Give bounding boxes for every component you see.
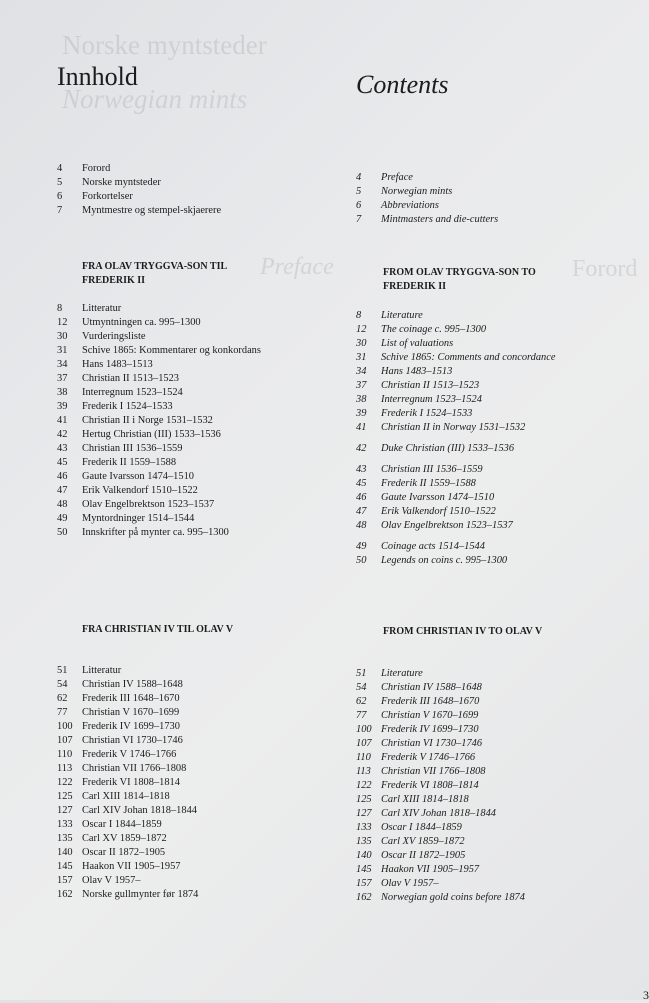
- entry-title: Interregnum 1523–1524: [82, 387, 183, 398]
- page-ref: 100: [57, 721, 73, 732]
- page-ref: 47: [57, 485, 68, 496]
- page-ref: 125: [57, 791, 73, 802]
- toc-entry: [356, 765, 571, 779]
- entry-title: Interregnum 1523–1524: [381, 394, 482, 405]
- toc-entry: [356, 695, 571, 709]
- entry-title: Frederik V 1746–1766: [381, 752, 476, 763]
- toc-entry: [57, 706, 272, 720]
- entry-title: Oscar I 1844–1859: [82, 819, 162, 830]
- page-ref: 135: [57, 833, 73, 844]
- entry-title: Christian VII 1766–1808: [381, 766, 486, 777]
- toc-entry: [57, 316, 272, 330]
- toc-entry: [356, 667, 571, 681]
- page-ref: 48: [356, 520, 367, 531]
- entry-title: Christian VII 1766–1808: [82, 763, 187, 774]
- entry-title: List of valuations: [381, 338, 454, 349]
- toc-entry: [57, 302, 272, 316]
- page-ref: 41: [57, 415, 68, 426]
- page-ref: 100: [356, 724, 372, 735]
- toc-section1-entries-en: [356, 309, 571, 568]
- entry-title: Christian IV 1588–1648: [82, 679, 183, 690]
- toc-entry: [57, 720, 272, 734]
- entry-title: Litteratur: [82, 665, 122, 676]
- page-ref: 6: [356, 200, 362, 211]
- entry-title: Schive 1865: Comments and concordance: [381, 352, 556, 363]
- page-ref: 51: [57, 665, 68, 676]
- page-ref: 41: [356, 422, 367, 433]
- entry-title: Christian II 1513–1523: [82, 373, 179, 384]
- entry-title: Schive 1865: Kommentarer og konkordans: [82, 345, 261, 356]
- toc-entry: [57, 748, 272, 762]
- page-ref: 140: [356, 850, 372, 861]
- toc-section1-entries-no: [57, 302, 272, 540]
- toc-entry: [57, 414, 272, 428]
- toc-entry: [356, 171, 571, 185]
- entry-title: Christian III 1536–1559: [82, 443, 183, 454]
- toc-entry: [57, 176, 272, 190]
- page-ref: 6: [57, 191, 63, 202]
- page-ref: 133: [356, 822, 372, 833]
- entry-title: Utmyntningen ca. 995–1300: [82, 317, 201, 328]
- entry-title: Carl XV 1859–1872: [381, 836, 465, 847]
- toc-entry: [57, 330, 272, 344]
- toc-entry: [356, 877, 571, 891]
- page-ref: 39: [57, 401, 68, 412]
- page-ref: 50: [57, 527, 68, 538]
- toc-entry: [57, 664, 272, 678]
- toc-intro-en: [356, 171, 571, 227]
- page-ref: 157: [356, 878, 372, 889]
- entry-title: Innskrifter på mynter ca. 995–1300: [82, 527, 229, 538]
- toc-entry: [356, 421, 571, 435]
- page-ref: 38: [356, 394, 367, 405]
- toc-entry: [356, 463, 571, 477]
- page-ref: 43: [57, 443, 68, 454]
- entry-title: Carl XIV Johan 1818–1844: [381, 808, 496, 819]
- toc-entry: [57, 400, 272, 414]
- toc-section2-entries-no: [57, 664, 272, 902]
- toc-entry: [356, 477, 571, 491]
- page-ref: 54: [356, 682, 367, 693]
- page-ref: 39: [356, 408, 367, 419]
- page-ref: 125: [356, 794, 372, 805]
- entry-title: Christian III 1536–1559: [381, 464, 483, 475]
- page-ref: 77: [57, 707, 68, 718]
- toc-entry: [57, 692, 272, 706]
- entry-title: Carl XIV Johan 1818–1844: [82, 805, 197, 816]
- toc-entry: [57, 484, 272, 498]
- title-innhold: Innhold: [57, 62, 138, 91]
- page-ref: 127: [356, 808, 372, 819]
- entry-title: Literature: [381, 668, 423, 679]
- toc-entry: [356, 199, 571, 213]
- toc-entry: [57, 204, 272, 218]
- toc-entry: [356, 681, 571, 695]
- section-heading: FROM OLAV TRYGGVA-SON TO FREDERIK II: [383, 267, 536, 292]
- toc-entry: [356, 213, 571, 227]
- entry-title: Frederik IV 1699–1730: [381, 724, 479, 735]
- toc-section2-en: [356, 625, 571, 639]
- page-ref: 42: [356, 443, 367, 454]
- entry-title: Erik Valkendorf 1510–1522: [381, 506, 496, 517]
- entry-title: Vurderingsliste: [82, 331, 146, 342]
- section-heading: FRA OLAV TRYGGVA-SON TIL FREDERIK II: [82, 261, 227, 286]
- toc-entry: [356, 323, 571, 337]
- entry-title: Olav V 1957–: [82, 875, 141, 886]
- toc-entry: [356, 519, 571, 533]
- toc-section2-no: [57, 623, 272, 637]
- section-heading: FRA CHRISTIAN IV TIL OLAV V: [82, 624, 234, 635]
- page-ref: 113: [356, 766, 371, 777]
- page-ref: 77: [356, 710, 367, 721]
- entry-title: Frederik II 1559–1588: [381, 478, 476, 489]
- page-ref: 157: [57, 875, 73, 886]
- toc-entry: [57, 442, 272, 456]
- toc-entry: [57, 358, 272, 372]
- toc-entry: [57, 846, 272, 860]
- toc-entry: [356, 779, 571, 793]
- toc-entry: [57, 456, 272, 470]
- toc-entry: [356, 891, 571, 905]
- entry-title: Frederik V 1746–1766: [82, 749, 177, 760]
- entry-title: Olav V 1957–: [381, 878, 439, 889]
- page-ref: 107: [356, 738, 372, 749]
- toc-entry: [57, 832, 272, 846]
- entry-title: Oscar II 1872–1905: [82, 847, 166, 858]
- toc-entry: [356, 351, 571, 365]
- entry-title: Carl XV 1859–1872: [82, 833, 167, 844]
- entry-title: Christian VI 1730–1746: [82, 735, 183, 746]
- page-ref: 45: [356, 478, 367, 489]
- toc-entry: [57, 470, 272, 484]
- toc-entry: [356, 737, 571, 751]
- entry-title: Carl XIII 1814–1818: [82, 791, 170, 802]
- toc-entry: [57, 512, 272, 526]
- toc-section1-en: [356, 266, 571, 294]
- show-through-text: Norske myntsteder: [62, 30, 267, 60]
- toc-entry: [356, 835, 571, 849]
- page-ref: 31: [57, 345, 68, 356]
- page-ref: 48: [57, 499, 68, 510]
- entry-title: Norwegian mints: [381, 186, 453, 197]
- page-ref: 51: [356, 668, 367, 679]
- toc-entry: [57, 190, 272, 204]
- page-ref: 110: [57, 749, 73, 760]
- page-ref: 37: [57, 373, 68, 384]
- toc-entry: [57, 386, 272, 400]
- entry-title: Christian II in Norway 1531–1532: [381, 422, 526, 433]
- toc-entry: [57, 818, 272, 832]
- entry-title: Olav Engelbrektson 1523–1537: [82, 499, 215, 510]
- page-ref: 145: [356, 864, 372, 875]
- toc-entry: [57, 526, 272, 540]
- toc-entry: [356, 185, 571, 199]
- toc-entry: [356, 709, 571, 723]
- page-ref: 30: [57, 331, 68, 342]
- page-ref: 45: [57, 457, 68, 468]
- toc-entry: [356, 393, 571, 407]
- show-through-text: Forord: [572, 256, 638, 282]
- entry-title: Christian V 1670–1699: [82, 707, 180, 718]
- entry-title: Frederik I 1524–1533: [381, 408, 473, 419]
- toc-entry: [356, 540, 571, 554]
- toc-entry: [57, 762, 272, 776]
- toc-entry: [57, 860, 272, 874]
- show-through-text: Preface: [260, 254, 334, 280]
- toc-entry: [57, 874, 272, 888]
- entry-title: Litteratur: [82, 303, 122, 314]
- page-ref: 122: [356, 780, 372, 791]
- entry-title: Abbreviations: [381, 200, 439, 211]
- page-ref: 34: [356, 366, 367, 377]
- toc-entry: [57, 790, 272, 804]
- page-ref: 5: [57, 177, 63, 188]
- section-heading: FROM CHRISTIAN IV TO OLAV V: [383, 626, 543, 637]
- entry-title: Haakon VII 1905–1957: [381, 864, 480, 875]
- entry-title: Norwegian gold coins before 1874: [381, 892, 525, 903]
- page-ref: 110: [356, 752, 371, 763]
- entry-title: Christian II i Norge 1531–1532: [82, 415, 213, 426]
- page-ref: 47: [356, 506, 367, 517]
- toc-section2-entries-en: [356, 667, 571, 905]
- page-ref: 162: [356, 892, 372, 903]
- page-ref: 43: [356, 464, 367, 475]
- entry-title: Frederik IV 1699–1730: [82, 721, 180, 732]
- title-contents: Contents: [356, 70, 449, 99]
- page-ref: 107: [57, 735, 73, 746]
- page-ref: 8: [57, 303, 63, 314]
- entry-title: Christian V 1670–1699: [381, 710, 479, 721]
- page-ref: 145: [57, 861, 73, 872]
- toc-entry: [57, 888, 272, 902]
- entry-title: Hans 1483–1513: [82, 359, 153, 370]
- toc-entry: [356, 491, 571, 505]
- page-ref: 38: [57, 387, 68, 398]
- page-ref: 4: [356, 172, 362, 183]
- toc-entry: [356, 849, 571, 863]
- entry-title: Preface: [381, 172, 413, 183]
- entry-title: Norske myntsteder: [82, 177, 161, 188]
- toc-entry: [356, 751, 571, 765]
- page-ref: 12: [356, 324, 367, 335]
- toc-intro-no: [57, 162, 272, 218]
- entry-title: Gaute Ivarsson 1474–1510: [381, 492, 495, 503]
- page-ref: 12: [57, 317, 68, 328]
- toc-entry: [356, 365, 571, 379]
- toc-entry: [57, 498, 272, 512]
- entry-title: Haakon VII 1905–1957: [82, 861, 181, 872]
- entry-title: Legends on coins c. 995–1300: [381, 555, 508, 566]
- page-ref: 50: [356, 555, 367, 566]
- toc-entry: [57, 804, 272, 818]
- entry-title: Olav Engelbrektson 1523–1537: [381, 520, 513, 531]
- toc-entry: [57, 344, 272, 358]
- entry-title: Frederik I 1524–1533: [82, 401, 173, 412]
- toc-entry: [57, 776, 272, 790]
- toc-entry: [356, 863, 571, 877]
- toc-entry: [57, 372, 272, 386]
- page-ref: 46: [356, 492, 367, 503]
- entry-title: Mintmasters and die-cutters: [381, 214, 499, 225]
- toc-section1-no: [57, 260, 272, 288]
- toc-entry: [356, 309, 571, 323]
- page-ref: 122: [57, 777, 73, 788]
- entry-title: Frederik III 1648–1670: [381, 696, 480, 707]
- page-ref: 113: [57, 763, 73, 774]
- entry-title: Frederik VI 1808–1814: [381, 780, 479, 791]
- entry-title: Myntordninger 1514–1544: [82, 513, 195, 524]
- page-ref: 4: [57, 163, 63, 174]
- toc-entry: [356, 723, 571, 737]
- entry-title: Forord: [82, 163, 111, 174]
- page-ref: 127: [57, 805, 73, 816]
- toc-entry: [356, 407, 571, 421]
- toc-entry: [57, 734, 272, 748]
- page-ref: 34: [57, 359, 68, 370]
- page-ref: 49: [57, 513, 68, 524]
- page-ref: 46: [57, 471, 68, 482]
- toc-entry: [356, 807, 571, 821]
- page-ref: 8: [356, 310, 362, 321]
- page-ref: 30: [356, 338, 367, 349]
- entry-title: Hans 1483–1513: [381, 366, 453, 377]
- page-ref: 7: [57, 205, 63, 216]
- toc-entry: [356, 554, 571, 568]
- page-ref: 135: [356, 836, 372, 847]
- toc-entry: [57, 428, 272, 442]
- entry-title: Christian IV 1588–1648: [381, 682, 482, 693]
- toc-entry: [57, 678, 272, 692]
- entry-title: The coinage c. 995–1300: [381, 324, 487, 335]
- show-through-text: Norwegian mints: [62, 84, 248, 114]
- toc-entry: [356, 793, 571, 807]
- entry-title: Frederik III 1648–1670: [82, 693, 180, 704]
- entry-title: Erik Valkendorf 1510–1522: [82, 485, 198, 496]
- toc-entry: [57, 162, 272, 176]
- entry-title: Coinage acts 1514–1544: [381, 541, 485, 552]
- entry-title: Forkortelser: [82, 191, 133, 202]
- entry-title: Frederik II 1559–1588: [82, 457, 177, 468]
- page-ref: 140: [57, 847, 73, 858]
- page-ref: 162: [57, 889, 73, 900]
- page-number: 3: [643, 988, 649, 1002]
- toc-entry: [356, 337, 571, 351]
- page-ref: 5: [356, 186, 362, 197]
- page-ref: 7: [356, 214, 362, 225]
- page-ref: 42: [57, 429, 68, 440]
- page-ref: 31: [356, 352, 367, 363]
- page-ref: 54: [57, 679, 68, 690]
- entry-title: Norske gullmynter før 1874: [82, 889, 199, 900]
- toc-entry: [356, 442, 571, 456]
- entry-title: Literature: [381, 310, 423, 321]
- entry-title: Christian VI 1730–1746: [381, 738, 483, 749]
- page-ref: 62: [356, 696, 367, 707]
- page-ref: 37: [356, 380, 367, 391]
- entry-title: Gaute Ivarsson 1474–1510: [82, 471, 194, 482]
- page-ref: 133: [57, 819, 73, 830]
- entry-title: Christian II 1513–1523: [381, 380, 480, 391]
- page-ref: 62: [57, 693, 68, 704]
- entry-title: Duke Christian (III) 1533–1536: [381, 443, 515, 454]
- page-ref: 49: [356, 541, 367, 552]
- entry-title: Oscar I 1844–1859: [381, 822, 462, 833]
- toc-entry: [356, 379, 571, 393]
- entry-title: Frederik VI 1808–1814: [82, 777, 180, 788]
- entry-title: Hertug Christian (III) 1533–1536: [82, 429, 221, 440]
- entry-title: Myntmestre og stempel-skjaerere: [82, 205, 222, 216]
- entry-title: Carl XIII 1814–1818: [381, 794, 469, 805]
- toc-entry: [356, 821, 571, 835]
- entry-title: Oscar II 1872–1905: [381, 850, 466, 861]
- toc-entry: [356, 505, 571, 519]
